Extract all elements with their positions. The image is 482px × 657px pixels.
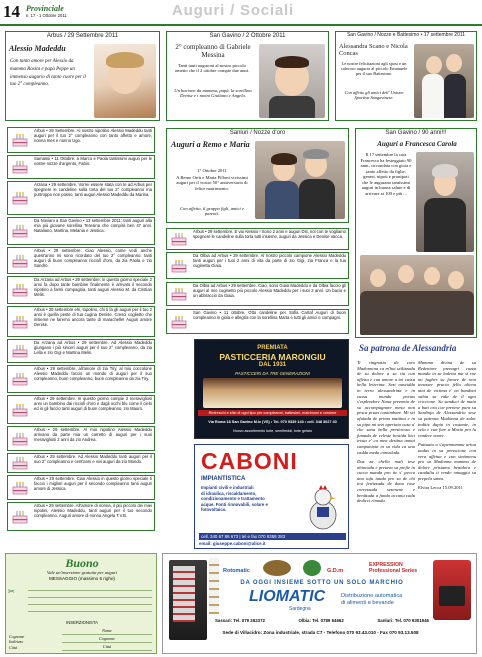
card-header: San Gavino / Nozze e Battesimo • 17 settembre 2011	[346, 32, 466, 38]
coupon-sub: Vale un'inserzione gratuita per auguri	[46, 570, 118, 575]
ad-desc-2: di alimenti e bevande	[341, 600, 394, 606]
greeting-text: Arbus • 29 settembre. Ad Alessio Madeddu tanti auguri per il suo 2° compleanno e cent'anni e vivi auguri da zio Mondo.	[34, 454, 152, 464]
ad-line-5: fotovoltaico.	[201, 507, 227, 513]
card-text-2: Con affetto gli amici dell' Unione Sportiva Sangavinese.	[344, 90, 404, 101]
card-header: San Gavino / 2 Ottobre 2011	[209, 33, 286, 39]
contact-sassari: Sassari: Tel. 079 262372	[215, 618, 265, 623]
vending-machine-image	[169, 560, 207, 640]
greeting-text: Arbus • 29 Settembre. Al nostro nipotino Alessio Madeddu tanti auguri per il tuo 2° compleanno con tanto affetto e amore, nonna Ines e nonno Ugo.	[34, 128, 152, 143]
cake-icon	[169, 232, 189, 246]
cake-icon	[10, 133, 30, 147]
field-label-indirizzo: Indirizzo	[9, 639, 24, 645]
card-header: Sanluri / Nozze d'oro	[229, 130, 286, 136]
article-col-2	[418, 360, 476, 491]
card-remo	[166, 128, 349, 223]
greeting-item	[7, 453, 155, 473]
cake-icon	[10, 510, 30, 524]
article-signature: Elvira Lecca 15.09.2011	[418, 485, 463, 491]
card-title: Auguri a Francesca Carola	[377, 140, 457, 148]
field-label-nome: Nome	[62, 627, 152, 635]
cake-icon	[10, 254, 30, 268]
greeting-item	[166, 228, 349, 250]
ad-email: email: giuseppe.caboni@alice.it	[199, 541, 266, 546]
card-header: San Gavino / 90 anni!!!	[385, 130, 447, 136]
sender-fields	[62, 627, 152, 651]
coffee-machine-image	[433, 560, 471, 620]
photo-gabriele	[259, 44, 325, 118]
ad-line-1: Impianti civili e industriali	[201, 485, 254, 490]
greeting-item	[7, 217, 155, 245]
cake-icon	[10, 191, 30, 205]
brand-gdm: G.D.m	[327, 568, 344, 574]
ad-phone: cell. 340 67 86 673 | tel e fax 070 9358 283	[199, 533, 346, 540]
greeting-item	[7, 395, 155, 424]
ad-region: Sardegna	[289, 606, 311, 612]
greeting-text: Arbus • 29 settembre. Al mio nipotino Alessio Madeddu arrivano da parte mia un carretto di auguri per i suoi meravigliosi 2 anni da zio Andrea.	[34, 427, 152, 442]
greeting-item	[166, 282, 349, 306]
ad-since: DAL 1931	[258, 362, 287, 368]
greeting-text: San Gavino • 11 ottobre. Otto candeline per Sofia Cartaf Auguri di buon compleanno in gioia e allegria con la sorellina Marta e tutti gli amici e compagni.	[193, 310, 346, 320]
greeting-item	[7, 426, 155, 451]
scissors-icon: ✂	[8, 587, 15, 596]
greeting-text: Arbus • 29 settembre ehi, topolino, chi ti fa gli auguri per il tuo 2 anni è quella peste di tua cugina Denise. Cresci coglietto che insieme ne faremo ancora tante di marachelle! Auguri amore Denise.	[34, 307, 152, 327]
card-text: Con tanto amore per Alessio da mamma Roxita e papà Peppe un immenso augurio di tanto cuore per il tuo 2° compleanno.	[10, 59, 86, 88]
card-text: Il 17 settembre la cara Francesca ha festeggiato 90 anni, circondata con gioia e tanto affetto da figlie, generi, nipoti e pronipoti che le augurano tantissimi auguri in buona salute e di arrivare ai 100 e più ...	[360, 152, 412, 196]
card-header: Arbus / 29 Settembre 2011	[46, 33, 119, 39]
ad-cakes-image	[203, 378, 342, 408]
greeting-text: Da Olbia ad Arbus • 29 settembre. Al nostro piccolo campione Alessio Madeddu tanti auguri per i tuoi 2 anni di vita da parte di zio Gigi, zia Franca e la tua cuginetta Giaia.	[193, 253, 346, 268]
card-text: Tanti tanti auguroni al nostro piccolo ometto che il 2 ottobre compie due anni.	[174, 63, 250, 74]
greeting-text: Arzana • 29 settembre. Vorrei essere stata con te ad Arbus per spegnere le candeline sulla torta del tuo 2° compleanno ma purtroppo non posso, tanti auguri Alessio Madeddu da Marina.	[34, 182, 152, 197]
cake-icon	[10, 315, 30, 329]
card-text: Le nostre felicitazioni agli sposi e un caloroso augurio al piccolo Emanuele per il suo Battesimo.	[340, 61, 408, 77]
ad-tagline: DA OGGI INSIEME SOTTO UN SOLO MARCHIO	[240, 580, 404, 586]
cake-icon	[10, 456, 30, 470]
ad-line-3: condizionamento e trattamento	[201, 496, 265, 502]
greeting-item	[7, 365, 155, 393]
issue-info: n. 17 - 1 Ottobre 2011	[26, 13, 67, 18]
ad-name: CABONI	[201, 448, 298, 474]
photo-remo	[255, 141, 345, 219]
ad-name: PASTICCERIA MARONGIU	[219, 352, 326, 362]
card-text-2: Con affetto, il gruppo figli, amici e parenti.	[179, 206, 245, 217]
coupon	[5, 553, 157, 654]
contact-sanluri: Sanluri: Tel. 070 9301946	[377, 618, 429, 623]
greeting-item	[7, 127, 155, 153]
greeting-text: Arbus • 29 settembre. Ciao Alessio, come vedi anche quest'anno mi sono ricordato del tuo 2° compleanno: tanti auguri di buon compleanno ricciolì d'oro, da zia Paola e zio Sandro.	[34, 248, 152, 268]
cake-icon	[169, 287, 189, 301]
ad-sede: Sede di Villacidro: Zona industriale, strada C7 - Telefono 070 93.43.010 - Fax 070 93.13.508	[222, 630, 419, 635]
greeting-item	[7, 181, 155, 215]
card-gabriele	[166, 31, 329, 121]
field-label-cognome: Cognome	[62, 635, 152, 643]
card-alessio	[5, 31, 160, 121]
message-field[interactable]	[28, 584, 152, 618]
rooster-mascot-icon	[303, 485, 343, 531]
card-name: Alessio Madeddu	[9, 44, 66, 53]
coupon-sender-label: INSERZIONISTA	[66, 620, 98, 625]
greeting-text: Samassi • 11 Ottobre: a Marco e Paola tantissimi auguri per le vostre nozze d'argento, Fabio.	[34, 156, 152, 166]
greeting-text: Arbus • 29 settembre. E vai Alessio ! Sono 2 anni e auguri Diti, noi con te vogliamo spegnere le candeline sulla torta tutti insieme, auguri da Jessica e Denise Vacca.	[193, 229, 346, 239]
photo-alessio	[94, 44, 156, 118]
greeting-text: Arbus • 29 settembre, all'amore di zia Tiry, al mio coccolone Alessio Madeddu faccio un mondo di auguri per il suo compleanno, buon compleanno, buon compleanno da zia Tiry.	[34, 366, 152, 381]
greeting-text: Da Noviani a San Gavino • 13 settembre 2011: tanti auguri alla mia più giovane sorellina Teresina che compirà ben 47 anni. Nataliano, Martina, Melania e Jessica.	[34, 218, 152, 233]
contact-olbia: Olbia: Tel. 0789 64662	[298, 618, 344, 623]
card-nozze	[335, 31, 477, 121]
ad-sub: IMPIANTISTICA	[201, 476, 246, 482]
ad-caboni	[194, 444, 349, 549]
cake-icon	[10, 160, 30, 174]
cake-icon	[10, 481, 30, 495]
ad-line: Rinfreschi e sfizi di ogni tipo per compleanni, battesimi, matrimoni e cresime	[198, 410, 347, 416]
photo-francesca-1	[416, 152, 474, 252]
cake-icon	[10, 283, 30, 297]
cake-icon	[10, 372, 30, 386]
photo-nozze	[414, 44, 474, 118]
ad-line-2: di idraulica, riscaldamento,	[201, 490, 257, 496]
cake-icon	[10, 403, 30, 417]
page-number: 14	[3, 2, 20, 21]
ad-line-4: acque. Fonti rinnovabili, solare e	[201, 501, 268, 507]
card-title: Auguri a Remo e Maria	[171, 140, 250, 149]
brand-expression: EXPRESSION Professional Series	[369, 562, 418, 575]
card-date: 1° Ottobre 2011	[197, 168, 227, 173]
article-para: Mamma divina de sa Redentore prenagri cuzza manda in sa baletta ma si rae mi faghes su favore de non tenesser prucia fella aliena mai de victima e' no bandoni xabia sa vida de il ogni criccione. Su sanduci de maia a bati ora cue prenese pura sa Sardinja de Alessandria sese sa patrona Madonna de zalor inditiz dupia in costante, in vela e cun fore a Maria pro lu rendere onore.	[418, 360, 476, 438]
cake-icon	[10, 432, 30, 446]
cups-image	[209, 558, 219, 614]
article-para: Pattuaiu a s'apennammu urtua undas in sa presscione con vera affetua e cun sintimenu pro sa Madonna mamma de dolore prisiamu benidora e candalia ti rendo omaggiu sa prepela santa.	[418, 442, 476, 481]
cake-icon	[169, 315, 189, 329]
field-label-citta-2: Città	[9, 644, 18, 650]
greeting-text: Arbus • 29 settembre. In questo giorno compie 2 meravigliosi anni un bambino dai ricciolì d'oro e dagli occhi blu come il cielo ed io gli faccio tanti auguri di buon compleanno, zio Mauro.	[34, 396, 152, 411]
ad-name: LIOMATIC	[249, 588, 326, 605]
brand-logo-round-icon	[303, 560, 321, 576]
greeting-text: Da Olbia ad Arbus • 29 settembre. Ciao, sono Giaia Madeddu e da Olbia faccio gli auguri al mio cuginetto più piccolo Alessio Madeddu per i suoi 2 anni. Un bacio e un abbraccio da Giaia.	[193, 283, 346, 298]
ad-note: Nuovo assortimento torte, semifreddi, torte gelato	[233, 429, 312, 433]
article-col-1	[357, 360, 415, 504]
page-header	[0, 0, 482, 26]
photo-francesca-2	[360, 255, 474, 335]
greeting-text: Da Arzana ad Arbus • 29 settembre. Ad Alessio Madeddu giungano i più sinceri auguri per il suo 2° compleanno, da zia Lella e zio Gigi e Martina Melis.	[34, 340, 152, 355]
left-fields	[9, 634, 49, 650]
brand-rotomatic: Rotomatic	[223, 568, 250, 574]
cake-icon	[10, 224, 30, 238]
ad-address: Via Roma 18 San Gavino M.le (VS) • Tel. 070 9339 143 • cell. 348 3027 40	[208, 420, 337, 424]
card-francesca	[355, 128, 477, 338]
masthead: Provinciale	[26, 4, 64, 13]
greeting-item	[166, 252, 349, 279]
greeting-item	[7, 475, 155, 500]
ad-desc-1: Distribuzione automatica	[341, 593, 403, 599]
card-text-2: Un bacione da mamma, papà, la sorellina Denise e i nonni Giuliano e Angela.	[174, 88, 252, 99]
greeting-item	[7, 276, 155, 304]
ad-contacts	[215, 618, 429, 623]
ad-pasticceria	[194, 339, 349, 439]
article-title: Sa patrona de Alessandria	[359, 343, 457, 353]
greeting-item	[7, 155, 155, 179]
cake-icon	[10, 344, 30, 358]
ad-lines	[201, 485, 301, 513]
greeting-text: Arbus • 29 settembre. Ciao Alessio in questo giorno speciale ti faccio i migliori auguri per il secondo compleanno tanti auguri amore di Jessica.	[34, 476, 152, 491]
article	[355, 343, 477, 554]
greeting-text: Arbus • 29 settembre. All'amore di nonna, il più piccolo dei miei nipotini, Alessio Madeddu, tanti auguri per il tuo secondo compleanno. Auguri amore di nonna Angela T.V.B.	[34, 503, 152, 518]
field-label-cognome-2: Cognome	[9, 634, 25, 639]
card-title: Alessandra Scano e Nicola Concas	[339, 43, 408, 58]
greeting-item	[166, 309, 349, 334]
greeting-text: Da Arzana ad Arbus • 29 settembre: in questo giorno speciale 2 anni fa dopo tante bambine finalmente è arrivato il secondo nipotino a farmi compagnia, tanti auguri Alessio M. da Cristian Melis.	[34, 277, 152, 297]
greeting-item	[7, 247, 155, 274]
ad-tag: PREMIATA	[257, 345, 288, 351]
greeting-item	[7, 339, 155, 363]
header-rule	[0, 24, 482, 26]
greeting-item	[7, 306, 155, 337]
brand-logo-bar-icon	[263, 560, 291, 576]
greeting-item	[7, 502, 155, 531]
card-title: 2° compleanno di Gabriele Messina	[175, 43, 251, 59]
coupon-title: Buono	[65, 556, 99, 570]
ad-liomatic	[162, 553, 477, 654]
ad-sub: PASTICCERI DA TRE GENERAZIONI	[235, 371, 310, 376]
cake-icon	[169, 259, 189, 273]
coupon-msg-label: MESSAGGIO (massimo 5 righe)	[48, 576, 116, 581]
article-para: Duz za chella mali tese abiocadu e pretava sa prefie in cucca manda pro tie s' pecca una tufa tauda pro sa de chi tesi festizzada de dona cose correzzada sezenene e benittuda a fundu accanu cadu dedicci rimadu.	[357, 459, 415, 504]
section-title: Auguri / Sociali	[172, 2, 294, 19]
field-label-citta: Città	[62, 643, 152, 651]
card-text: A Remo Orrù e Maria Pilloni vivissimi auguri per il vostro 50° anniversario di felice matrimonio.	[176, 175, 248, 191]
article-para: Ti ringrazia de coro Madonnina ca m'hai utilizzadu de su dolore a sa ria cun affettu e cun amore a tot cussu bella letterina. Sezi nascidda in terra alessandrina e in cussa mundu portas s'esplendore Nana prezonia de su accompagnare mesu non pesca pruas cantimbare. Mi sei afaiada de prima mattina e in sa pipa mi sezi apertaia cuza u' che sana bella presiorosa e fumada de celeste bestida bici trista e' ca mea destina annui campanixia in sa vida ca una cadda meda cunsolada.	[357, 360, 415, 455]
